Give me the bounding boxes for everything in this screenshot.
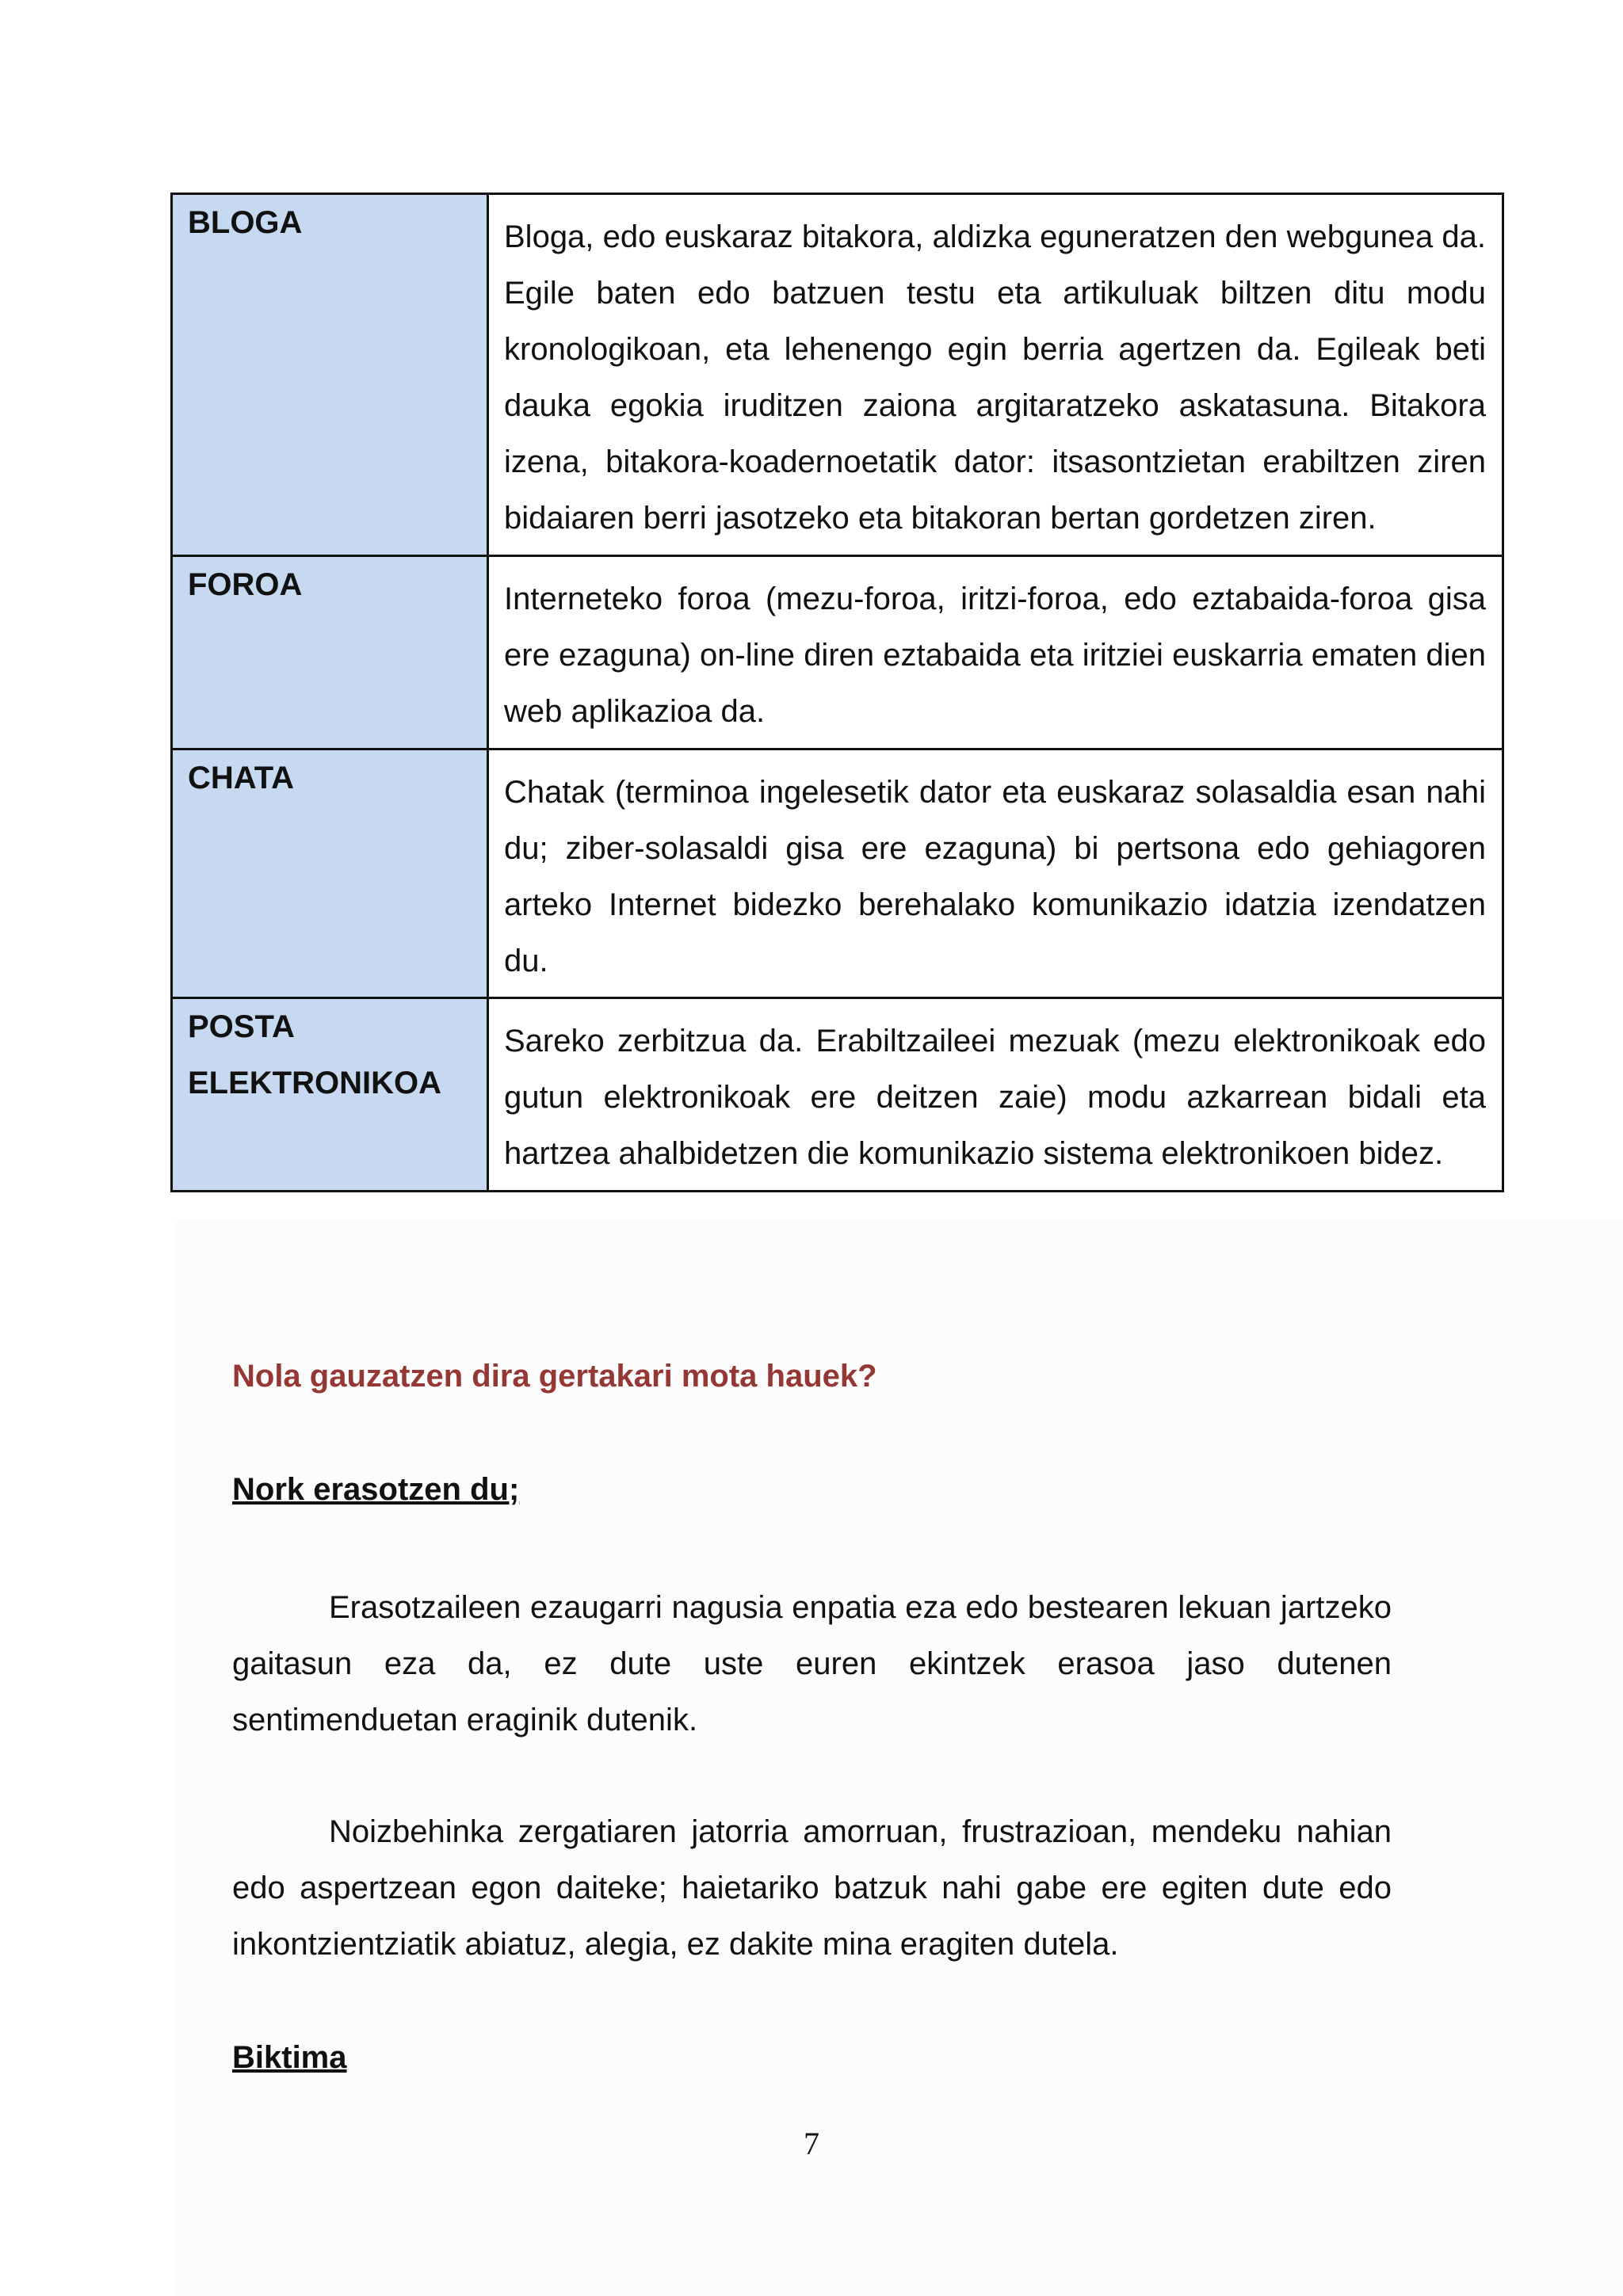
term-label: CHATA [188, 761, 295, 795]
paragraph: Erasotzaileen ezaugarri nagusia enpatia eza edo bestearen lekuan jartzeko gaitasun eza da, ez dute uste euren ekintzek erasoa jaso dutenen sentimenduetan eraginik dutenik. [232, 1590, 1392, 1737]
page-number: 7 [804, 2126, 819, 2161]
definition-cell: Chatak (terminoa ingelesetik dator eta euskaraz solasaldia esan nahi du; ziber-solasaldi gisa ere ezaguna) bi pertsona edo gehiagoren arteko Internet bidezko berehalako komunikazio idatzia izendatzen du. [488, 749, 1503, 998]
table-row [172, 998, 1503, 1192]
term-label: BLOGA [188, 205, 303, 240]
term-label: FOROA [188, 567, 303, 602]
section-heading: Nola gauzatzen dira gertakari mota hauek? [232, 1359, 877, 1394]
term-cell [172, 998, 488, 1192]
table-row [172, 194, 1503, 556]
term-cell [172, 556, 488, 749]
table-row [172, 749, 1503, 998]
definition-cell: Sareko zerbitzua da. Erabiltzaileei mezuak (mezu elektronikoak edo gutun elektronikoak ere deitzen zaie) modu azkarrean bidali eta hartzea ahalbidetzen die komunikazio sistema elektronikoen bidez. [488, 998, 1503, 1192]
subheading-aggressor: Nork erasotzen du; [232, 1472, 520, 1507]
definition-cell: Interneteko foroa (mezu-foroa, iritzi-foroa, edo eztabaida-foroa gisa ere ezaguna) on-line diren eztabaida eta iritziei euskarria ematen dien web aplikazioa da. [488, 556, 1503, 749]
table-row [172, 556, 1503, 749]
term-label: POSTA [188, 1009, 295, 1044]
term-label: ELEKTRONIKOA [188, 1066, 441, 1100]
glossary-table [170, 193, 1504, 1192]
definition-cell: Bloga, edo euskaraz bitakora, aldizka eguneratzen den webgunea da. Egile baten edo batzuen testu eta artikuluak biltzen ditu modu kronologikoan, eta lehenengo egin berria agertzen da. Egileak beti dauka egokia iruditzen zaiona argitaratzeko askatasuna. Bitakora izena, bitakora-koadernoetatik dator: itsasontzietan erabiltzen ziren bidaiaren berri jasotzeko eta bitakoran bertan gordetzen ziren. [488, 194, 1503, 556]
term-cell [172, 749, 488, 998]
term-cell [172, 194, 488, 556]
paragraph: Noizbehinka zergatiaren jatorria amorruan, frustrazioan, mendeku nahian edo aspertzean egon daiteke; haietariko batzuk nahi gabe ere egiten dute edo inkontzientziatik abiatuz, alegia, ez dakite mina eragiten dutela. [232, 1814, 1392, 1962]
subheading-victim: Biktima [232, 2040, 347, 2075]
